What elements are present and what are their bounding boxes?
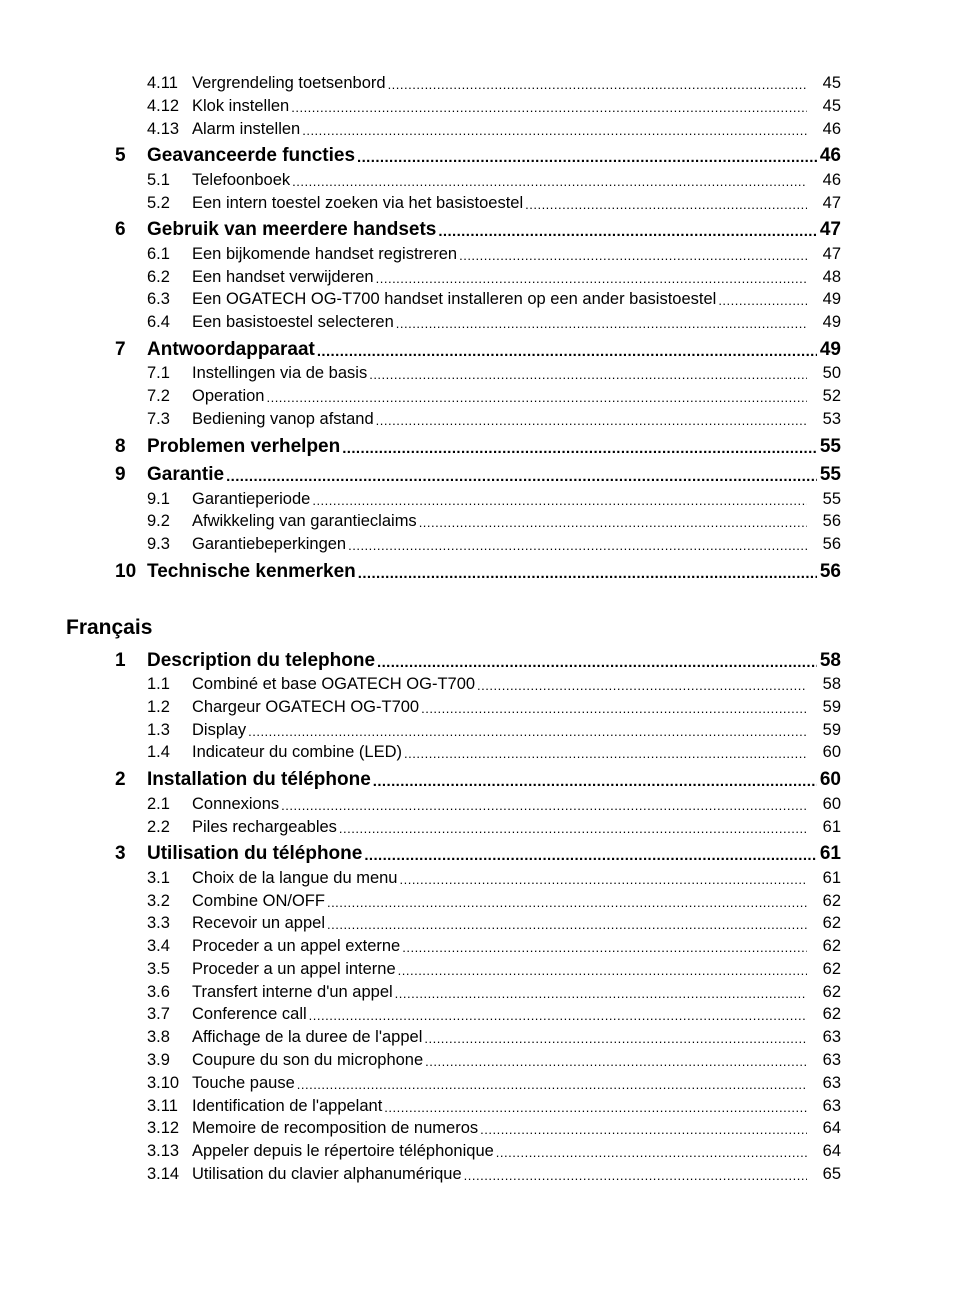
toc-entry-number: 7.2 — [147, 387, 170, 405]
toc-page-number: 46 — [822, 171, 841, 189]
toc-dot-leader — [291, 97, 807, 119]
toc-entry-title: Technische kenmerken — [147, 561, 356, 582]
toc-dot-leader — [419, 512, 807, 534]
toc-entry-number: 9.2 — [147, 512, 170, 530]
toc-section-entry[interactable] — [147, 364, 841, 386]
toc-entry-title: Identification de l'appelant — [192, 1097, 383, 1115]
toc-dot-leader — [266, 387, 807, 409]
toc-section-entry[interactable] — [147, 743, 841, 765]
toc-entry-number: 3.5 — [147, 960, 170, 978]
toc-page-number: 61 — [822, 818, 841, 836]
toc-entry-number: 3.13 — [147, 1142, 180, 1160]
toc-dot-leader — [297, 1074, 807, 1096]
toc-dot-leader — [339, 818, 807, 840]
toc-page-number: 58 — [819, 650, 841, 671]
toc-entry-number: 2.2 — [147, 818, 170, 836]
toc-page-number: 63 — [822, 1074, 841, 1092]
toc-dot-leader — [309, 1005, 807, 1027]
toc-dot-leader — [718, 290, 807, 312]
toc-chapter-entry[interactable] — [115, 769, 841, 793]
toc-dot-leader — [357, 145, 817, 169]
toc-page-number: 60 — [819, 769, 841, 790]
toc-entry-title: Coupure du son du microphone — [192, 1051, 424, 1069]
toc-entry-title: Vergrendeling toetsenbord — [192, 74, 386, 92]
toc-section-entry[interactable] — [147, 983, 841, 1005]
toc-entry-title: Installation du téléphone — [147, 769, 371, 790]
toc-dot-leader — [438, 219, 817, 243]
toc-entry-number: 3.6 — [147, 983, 170, 1001]
toc-entry-number: 3 — [115, 843, 126, 864]
toc-page-number: 49 — [822, 313, 841, 331]
toc-entry-title: Klok instellen — [192, 97, 290, 115]
toc-dot-leader — [248, 721, 807, 743]
toc-dot-leader — [424, 1028, 807, 1050]
toc-dot-leader — [402, 937, 807, 959]
toc-dot-leader — [398, 960, 807, 982]
toc-entry-title: Geavanceerde functies — [147, 145, 356, 166]
toc-page-number: 56 — [822, 535, 841, 553]
toc-dot-leader — [292, 171, 807, 193]
toc-page-number: 59 — [822, 721, 841, 739]
toc-entry-number: 6.1 — [147, 245, 170, 263]
toc-entry-title: Operation — [192, 387, 265, 405]
toc-entry-number: 3.4 — [147, 937, 170, 955]
toc-page-number: 62 — [822, 1005, 841, 1023]
toc-dot-leader — [525, 194, 807, 216]
toc-entry-title: Een intern toestel zoeken via het basistoestel — [192, 194, 524, 212]
toc-section-entry[interactable] — [147, 313, 841, 335]
toc-section-entry[interactable] — [147, 1028, 841, 1050]
toc-entry-title: Problemen verhelpen — [147, 436, 341, 457]
toc-dot-leader — [496, 1142, 807, 1164]
toc-section-entry[interactable] — [147, 245, 841, 267]
toc-section-entry[interactable] — [147, 869, 841, 891]
toc-page-number: 56 — [822, 512, 841, 530]
toc-dot-leader — [384, 1097, 807, 1119]
toc-section-entry[interactable] — [147, 535, 841, 557]
toc-section-entry[interactable] — [147, 194, 841, 216]
toc-entry-number: 3.9 — [147, 1051, 170, 1069]
toc-chapter-entry[interactable] — [115, 464, 841, 488]
toc-entry-title: Connexions — [192, 795, 280, 813]
toc-dot-leader — [376, 268, 807, 290]
toc-entry-title: Proceder a un appel externe — [192, 937, 401, 955]
toc-section-entry[interactable] — [147, 960, 841, 982]
toc-entry-number: 3.12 — [147, 1119, 180, 1137]
toc-dot-leader — [369, 364, 807, 386]
toc-dot-leader — [388, 74, 807, 96]
toc-entry-number: 5.2 — [147, 194, 170, 212]
toc-entry-number: 2.1 — [147, 795, 170, 813]
toc-entry-number: 3.2 — [147, 892, 170, 910]
toc-section-entry[interactable] — [147, 914, 841, 936]
toc-page-number: 63 — [822, 1028, 841, 1046]
toc-page-number: 62 — [822, 983, 841, 1001]
toc-entry-number: 6.4 — [147, 313, 170, 331]
toc-section-entry[interactable] — [147, 1142, 841, 1164]
toc-entry-title: Afwikkeling van garantieclaims — [192, 512, 417, 530]
toc-entry-title: Memoire de recomposition de numeros — [192, 1119, 479, 1137]
toc-page-number: 62 — [822, 892, 841, 910]
toc-section-entry[interactable] — [147, 97, 841, 119]
toc-entry-title: Een bijkomende handset registreren — [192, 245, 458, 263]
toc-section-entry[interactable] — [147, 74, 841, 96]
toc-dot-leader — [312, 490, 807, 512]
toc-chapter-entry[interactable] — [115, 339, 841, 363]
toc-section-entry[interactable] — [147, 721, 841, 743]
toc-entry-number: 1 — [115, 650, 126, 671]
toc-dot-leader — [364, 843, 817, 867]
toc-entry-number: 4.12 — [147, 97, 180, 115]
toc-page-number: 46 — [822, 120, 841, 138]
toc-dot-leader — [425, 1051, 807, 1073]
toc-chapter-entry[interactable] — [115, 219, 841, 243]
toc-page-number: 60 — [822, 795, 841, 813]
toc-entry-title: Utilisation du clavier alphanumérique — [192, 1165, 462, 1183]
toc-section-entry[interactable] — [147, 410, 841, 432]
toc-entry-title: Antwoordapparaat — [147, 339, 315, 360]
toc-entry-number: 5.1 — [147, 171, 170, 189]
toc-entry-title: Proceder a un appel interne — [192, 960, 396, 978]
toc-page-number: 55 — [822, 490, 841, 508]
toc-entry-number: 7.3 — [147, 410, 170, 428]
toc-entry-number: 7 — [115, 339, 126, 360]
toc-page-number: 59 — [822, 698, 841, 716]
toc-entry-number: 4.11 — [147, 74, 178, 92]
toc-chapter-entry[interactable] — [115, 843, 841, 867]
toc-page-number: 48 — [822, 268, 841, 286]
toc-entry-number: 9 — [115, 464, 126, 485]
toc-page-number: 55 — [819, 436, 841, 457]
toc-page-number: 47 — [819, 219, 841, 240]
toc-entry-title: Garantieperiode — [192, 490, 311, 508]
toc-entry-number: 3.1 — [147, 869, 170, 887]
toc-section-entry[interactable] — [147, 698, 841, 720]
toc-page-number: 55 — [819, 464, 841, 485]
toc-entry-number: 6.3 — [147, 290, 170, 308]
toc-dot-leader — [477, 675, 807, 697]
toc-page-number: 49 — [819, 339, 841, 360]
toc-entry-title: Recevoir un appel — [192, 914, 325, 932]
toc-section-entry[interactable] — [147, 171, 841, 193]
toc-page-number: 63 — [822, 1051, 841, 1069]
toc-section-entry[interactable] — [147, 937, 841, 959]
toc-section-entry[interactable] — [147, 675, 841, 697]
toc-entry-number: 6 — [115, 219, 126, 240]
toc-entry-number: 3.10 — [147, 1074, 180, 1092]
toc-page-number: 62 — [822, 937, 841, 955]
toc-entry-number: 3.3 — [147, 914, 170, 932]
toc-dot-leader — [376, 410, 807, 432]
toc-section-entry[interactable] — [147, 120, 841, 142]
toc-dot-leader — [327, 892, 807, 914]
toc-dot-leader — [395, 983, 807, 1005]
toc-section-entry[interactable] — [147, 892, 841, 914]
toc-dot-leader — [421, 698, 807, 720]
toc-section-entry[interactable] — [147, 818, 841, 840]
toc-page-number: 50 — [822, 364, 841, 382]
toc-entry-number: 3.11 — [147, 1097, 178, 1115]
toc-dot-leader — [358, 561, 817, 585]
toc-chapter-entry[interactable] — [115, 561, 841, 585]
toc-chapter-entry[interactable] — [115, 436, 841, 460]
toc-entry-number: 10 — [115, 561, 137, 582]
toc-entry-title: Garantiebeperkingen — [192, 535, 347, 553]
toc-page-number: 58 — [822, 675, 841, 693]
toc-entry-title: Description du telephone — [147, 650, 376, 671]
toc-page-number: 52 — [822, 387, 841, 405]
toc-entry-number: 9.3 — [147, 535, 170, 553]
toc-entry-number: 6.2 — [147, 268, 170, 286]
toc-page-number: 61 — [822, 869, 841, 887]
toc-chapter-entry[interactable] — [115, 650, 841, 674]
toc-entry-number: 3.14 — [147, 1165, 180, 1183]
toc-dot-leader — [373, 769, 817, 793]
toc-section-entry[interactable] — [147, 1074, 841, 1096]
toc-entry-number: 3.8 — [147, 1028, 170, 1046]
toc-dot-leader — [377, 650, 817, 674]
toc-entry-title: Display — [192, 721, 247, 739]
toc-dot-leader — [459, 245, 807, 267]
toc-dot-leader — [348, 535, 807, 557]
toc-entry-title: Een basistoestel selecteren — [192, 313, 394, 331]
toc-page-number: 61 — [819, 843, 841, 864]
toc-entry-title: Bediening vanop afstand — [192, 410, 374, 428]
toc-entry-number: 3.7 — [147, 1005, 170, 1023]
toc-dot-leader — [226, 464, 817, 488]
toc-section-entry[interactable] — [147, 1051, 841, 1073]
toc-entry-number: 1.2 — [147, 698, 170, 716]
toc-entry-title: Chargeur OGATECH OG-T700 — [192, 698, 420, 716]
toc-entry-title: Touche pause — [192, 1074, 295, 1092]
toc-section-entry[interactable] — [147, 1005, 841, 1027]
toc-entry-number: 1.1 — [147, 675, 170, 693]
toc-section-entry[interactable] — [147, 795, 841, 817]
toc-page-number: 64 — [822, 1142, 841, 1160]
toc-page-number: 45 — [822, 74, 841, 92]
toc-page-number: 49 — [822, 290, 841, 308]
toc-dot-leader — [281, 795, 807, 817]
toc-chapter-entry[interactable] — [115, 145, 841, 169]
toc-page-number: 64 — [822, 1119, 841, 1137]
toc-dot-leader — [327, 914, 807, 936]
toc-entry-title: Telefoonboek — [192, 171, 291, 189]
toc-page-number: 47 — [822, 245, 841, 263]
toc-entry-title: Een handset verwijderen — [192, 268, 374, 286]
toc-page-number: 47 — [822, 194, 841, 212]
toc-entry-number: 2 — [115, 769, 126, 790]
toc-page-number: 62 — [822, 960, 841, 978]
toc-entry-title: Een OGATECH OG-T700 handset installeren op een ander basistoestel — [192, 290, 717, 308]
toc-page-number: 45 — [822, 97, 841, 115]
toc-dot-leader — [342, 436, 817, 460]
toc-entry-title: Choix de la langue du menu — [192, 869, 398, 887]
toc-section-entry[interactable] — [147, 1097, 841, 1119]
toc-page-number: 60 — [822, 743, 841, 761]
toc-entry-number: 9.1 — [147, 490, 170, 508]
toc-entry-title: Affichage de la duree de l'appel — [192, 1028, 423, 1046]
toc-dot-leader — [464, 1165, 807, 1187]
toc-dot-leader — [480, 1119, 807, 1141]
toc-dot-leader — [399, 869, 807, 891]
toc-entry-title: Appeler depuis le répertoire téléphonique — [192, 1142, 494, 1160]
toc-section-entry[interactable] — [147, 387, 841, 409]
toc-entry-title: Indicateur du combine (LED) — [192, 743, 403, 761]
toc-entry-title: Conference call — [192, 1005, 307, 1023]
toc-entry-title: Combiné et base OGATECH OG-T700 — [192, 675, 476, 693]
toc-entry-number: 1.3 — [147, 721, 170, 739]
toc-page-number: 65 — [822, 1165, 841, 1183]
toc-entry-number: 4.13 — [147, 120, 180, 138]
toc-entry-number: 1.4 — [147, 743, 170, 761]
toc-entry-title: Utilisation du téléphone — [147, 843, 363, 864]
toc-entry-title: Instellingen via de basis — [192, 364, 368, 382]
toc-entry-number: 7.1 — [147, 364, 170, 382]
toc-entry-title: Garantie — [147, 464, 225, 485]
toc-dot-leader — [396, 313, 807, 335]
toc-entry-number: 5 — [115, 145, 126, 166]
toc-page-number: 63 — [822, 1097, 841, 1115]
toc-page-number: 46 — [819, 145, 841, 166]
toc-dot-leader — [317, 339, 817, 363]
toc-entry-title: Piles rechargeables — [192, 818, 337, 836]
toc-page-number: 56 — [819, 561, 841, 582]
toc-section-entry[interactable] — [147, 1119, 841, 1141]
toc-section-entry[interactable] — [147, 268, 841, 290]
toc-section-entry[interactable] — [147, 490, 841, 512]
toc-section-entry[interactable] — [147, 512, 841, 534]
toc-entry-title: Gebruik van meerdere handsets — [147, 219, 437, 240]
toc-page-number: 53 — [822, 410, 841, 428]
toc-entry-title: Transfert interne d'un appel — [192, 983, 393, 1001]
toc-entry-title: Alarm instellen — [192, 120, 301, 138]
toc-section-entry[interactable] — [147, 290, 841, 312]
toc-entry-number: 8 — [115, 436, 126, 457]
toc-page-number: 62 — [822, 914, 841, 932]
section-heading-francais: Français — [66, 616, 153, 639]
toc-entry-title: Combine ON/OFF — [192, 892, 325, 910]
toc-dot-leader — [404, 743, 807, 765]
toc-dot-leader — [302, 120, 807, 142]
toc-section-entry[interactable] — [147, 1165, 841, 1187]
